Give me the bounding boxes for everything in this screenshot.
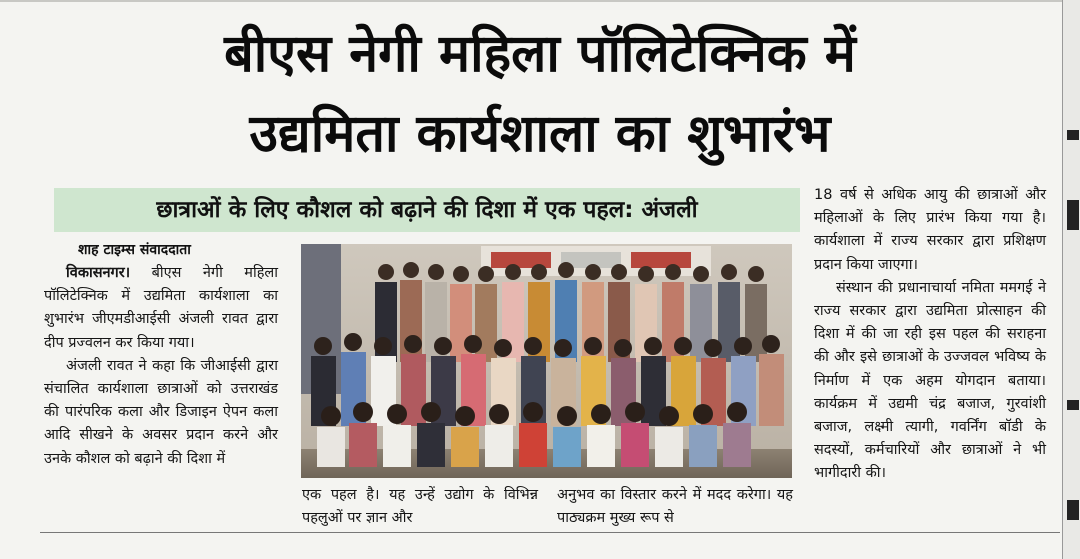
dateline: विकासनगर। [66, 265, 131, 281]
edge-mark [1067, 200, 1079, 230]
article-column-2b: अनुभव का विस्तार करने में मदद करेगा। यह पाठ्यक्रम मुख्य रूप से [557, 487, 793, 527]
column3-paragraph-1: 18 वर्ष से अधिक आयु की छात्राओं और महिलाओं के लिए प्रारंभ किया गया है। कार्यशाला में राज्य सरकार द्वारा प्रशिक्षण प्रदान किया जाएगा। [814, 187, 1046, 273]
column1-paragraph-1 [44, 262, 278, 355]
edge-mark [1067, 500, 1079, 520]
bottom-rule [40, 532, 1060, 533]
column1-paragraph-2: अंजली रावत ने कहा कि जीआईसी द्वारा संचालित कार्यशाला छात्राओं को उत्तराखंड की पारंपरिक कला और डिजाइन ऐपन कला आदि सीखने के अवसर प्रदान करने और उनके कौशल को बढ़ाने की दिशा में [44, 357, 278, 467]
group-photo-illustration [301, 244, 792, 478]
edge-mark [1067, 400, 1079, 410]
headline-line-1: बीएस नेगी महिला पॉलिटेक्निक में [224, 24, 856, 84]
column1-paragraph-1-text: बीएस नेगी महिला पॉलिटेक्निक में उद्यमिता कार्यशाला का शुभारंभ जीएमडीआईसी अंजली रावत द्वारा दीप प्रज्वलन कर किया गया। [44, 265, 278, 351]
column3-paragraph-2: संस्थान की प्रधानाचार्या नमिता ममगई ने राज्य सरकार द्वारा उद्यमिता प्रोत्साहन की दिशा में की जा रही इस पहल की सराहना की और इसे छात्राओं के उज्जवल भविष्य के निर्माण में एक अहम योगदान बताया। कार्यक्रम में उद्यमी चंद्र बजाज, गुरवांशी बजाज, लक्ष्मी त्यागी, गवर्निंग बॉडी के सदस्यों, कर्मचारियों और छात्राओं ने भी भागीदारी की। [814, 279, 1046, 482]
news-photo [301, 244, 792, 478]
article-column-3 [814, 184, 1046, 486]
edge-mark [1067, 130, 1079, 140]
byline: शाह टाइम्स संवाददाता [78, 242, 191, 258]
subheadline: छात्राओं के लिए कौशल को बढ़ाने की दिशा में एक पहल: अंजली [156, 197, 698, 223]
headline-line-2: उद्यमिता कार्यशाला का शुभारंभ [249, 104, 831, 164]
adjacent-page-edge [1062, 0, 1080, 559]
article-column-2: एक पहल है। यह उन्हें उद्योग के विभिन्न पहलुओं पर ज्ञान और [302, 487, 538, 527]
top-rule [0, 0, 1062, 2]
article-column-1 [44, 262, 278, 471]
